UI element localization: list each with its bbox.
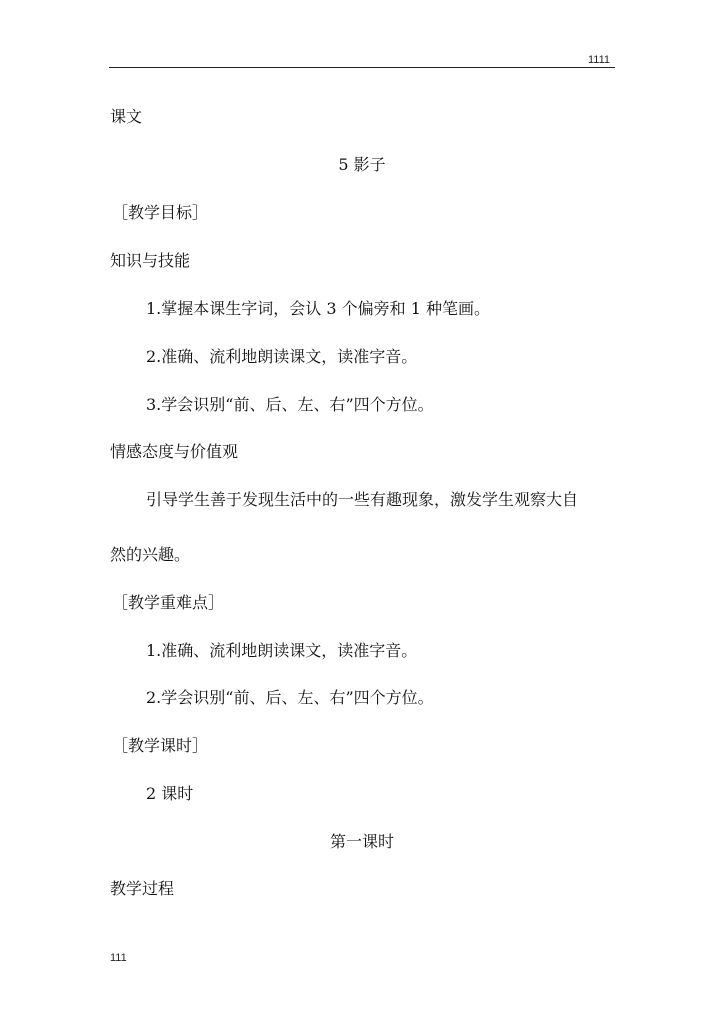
section-label: 课文	[110, 107, 143, 126]
attitude-text-continued: 然的兴趣。	[110, 545, 191, 564]
key-points-heading: ［教学重难点］	[112, 593, 225, 612]
key-point-item: 1.准确、流利地朗读课文，读准字音。	[146, 641, 418, 660]
knowledge-heading: 知识与技能	[110, 251, 191, 270]
footer-page-number: 111	[110, 952, 127, 964]
knowledge-item: 1.掌握本课生字词，会认 3 个偏旁和 1 种笔画。	[146, 299, 490, 318]
knowledge-item: 2.准确、流利地朗读课文，读准字音。	[146, 347, 418, 366]
hours-heading: ［教学课时］	[112, 736, 209, 755]
lesson-title: 第一课时	[329, 832, 394, 851]
hours-value: 2 课时	[146, 784, 194, 803]
knowledge-item: 3.学会识别“前、后、左、右”四个方位。	[146, 395, 434, 414]
objectives-heading: ［教学目标］	[112, 203, 209, 222]
key-point-item: 2.学会识别“前、后、左、右”四个方位。	[146, 688, 434, 707]
attitude-heading: 情感态度与价值观	[110, 442, 239, 461]
header-page-number: 1111	[588, 54, 611, 66]
document-title: 5 影子	[338, 155, 386, 174]
process-heading: 教学过程	[110, 879, 175, 898]
header-rule	[109, 67, 615, 68]
attitude-text: 引导学生善于发现生活中的一些有趣现象，激发学生观察大自	[146, 490, 579, 509]
